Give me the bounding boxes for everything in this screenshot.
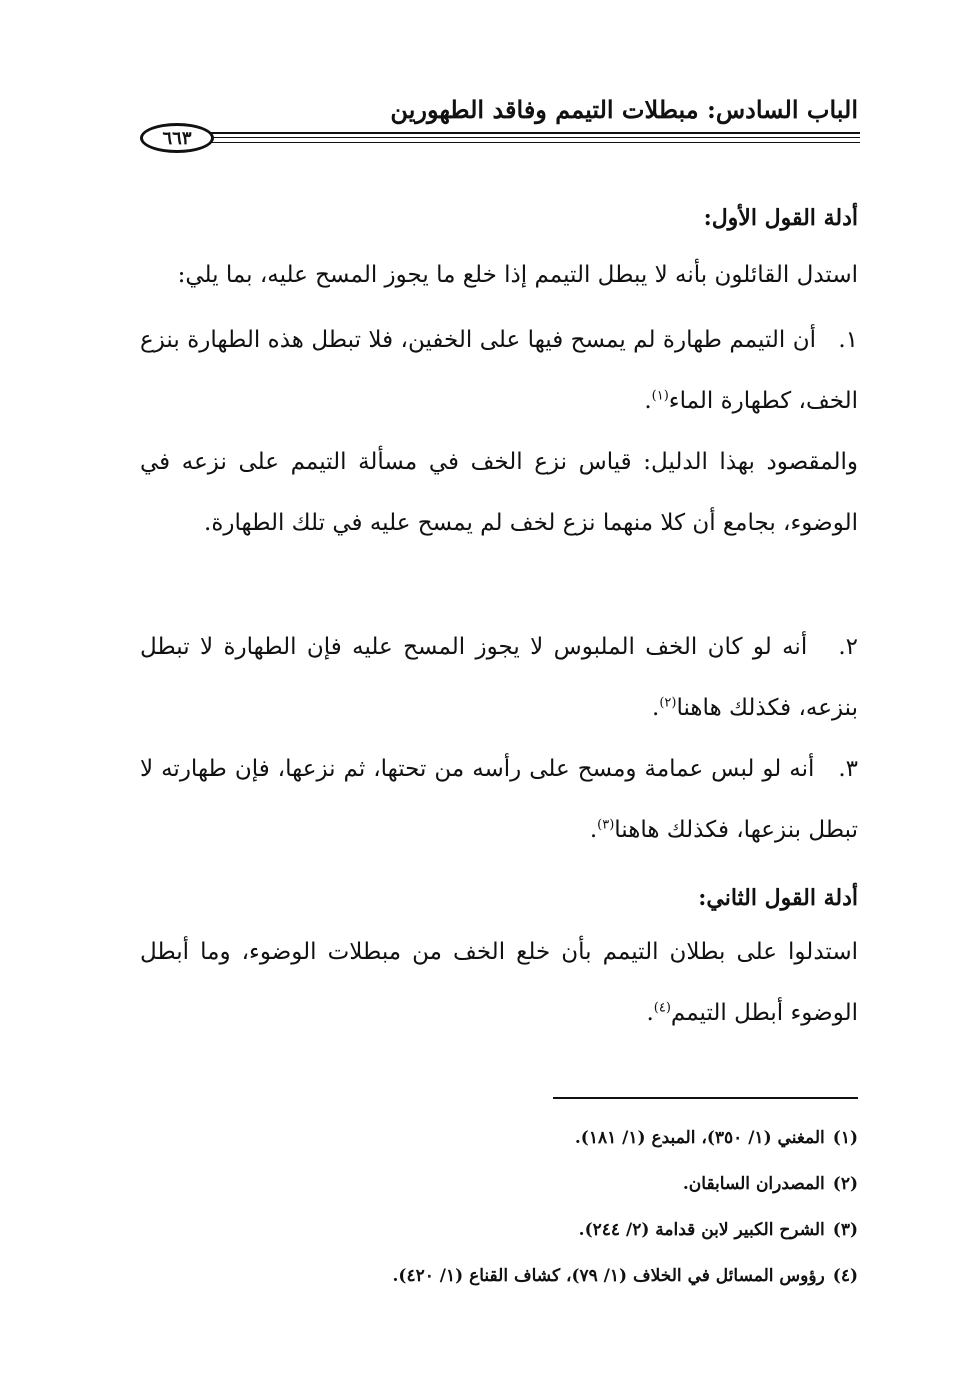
footnote-text: الشرح الكبير لابن قدامة (٢/ ٢٤٤). — [578, 1220, 825, 1240]
footnote-text: المصدران السابقان. — [682, 1174, 825, 1194]
item-text: أن التيمم طهارة لم يمسح فيها على الخفين، فلا تبطل هذه الطهارة بنزع الخف، كطهارة الماء — [140, 327, 858, 414]
item-number: ١. — [838, 327, 858, 353]
footnote-3 — [579, 1220, 858, 1240]
second-opinion-paragraph — [140, 922, 858, 1044]
paragraph-text: استدلوا على بطلان التيمم بأن خلع الخف من مبطلات الوضوء، وما أبطل الوضوء أبطل التيمم — [140, 939, 858, 1026]
intro-paragraph: استدل القائلون بأنه لا يبطل التيمم إذا خلع ما يجوز المسح عليه، بما يلي: — [177, 262, 858, 288]
evidence-item-2 — [140, 617, 858, 739]
section-heading-first-opinion: أدلة القول الأول: — [703, 205, 858, 231]
chapter-title: الباب السادس: مبطلات التيمم وفاقد الطهورين — [390, 95, 858, 124]
footnote-text: رؤوس المسائل في الخلاف (١/ ٧٩)، كشاف القناع (١/ ٤٢٠). — [392, 1266, 825, 1286]
paragraph-end: . — [646, 1000, 654, 1026]
item-text: أنه لو كان الخف الملبوس لا يجوز المسح عليه فإن الطهارة لا تبطل بنزعه، فكذلك هاهنا — [140, 634, 858, 721]
evidence-item-3 — [140, 739, 858, 861]
footnote-number: (٤) — [832, 1266, 858, 1286]
footnote-number: (٣) — [832, 1220, 858, 1240]
explanation-paragraph: والمقصود بهذا الدليل: قياس نزع الخف في مسألة التيمم على نزعه في الوضوء، بجامع أن كلا منهما نزع لخف لم يمسح عليه في تلك الطهارة. — [140, 449, 858, 536]
header-rule — [205, 132, 860, 134]
footnote-text: المغني (١/ ٣٥٠)، المبدع (١/ ١٨١). — [574, 1128, 825, 1148]
item-text: أنه لو لبس عمامة ومسح على رأسه من تحتها، ثم نزعها، فإن طهارته لا تبطل بنزعها، فكذلك هاهنا — [140, 756, 858, 843]
footnote-ref[interactable]: (٢) — [659, 695, 677, 711]
item-end: . — [589, 817, 598, 843]
footnote-4 — [392, 1266, 858, 1286]
header-rule — [205, 137, 860, 138]
footnote-2 — [683, 1174, 858, 1194]
section-heading-second-opinion: أدلة القول الثاني: — [698, 885, 858, 911]
footnote-separator — [553, 1097, 858, 1099]
evidence-item-1 — [140, 310, 858, 432]
footnote-ref[interactable]: (٣) — [597, 817, 615, 833]
footnote-number: (٢) — [832, 1174, 858, 1194]
item-end: . — [644, 388, 652, 414]
footnote-ref[interactable]: (٤) — [653, 1000, 671, 1016]
footnote-number: (١) — [832, 1128, 858, 1148]
item-end: . — [652, 695, 660, 721]
footnote-1 — [575, 1128, 858, 1148]
page-number: ٦٦٣ — [140, 123, 214, 153]
footnote-ref[interactable]: (١) — [651, 388, 669, 404]
header-rule — [205, 142, 860, 143]
item-number: ٢. — [838, 634, 859, 660]
item-number: ٣. — [838, 756, 859, 782]
